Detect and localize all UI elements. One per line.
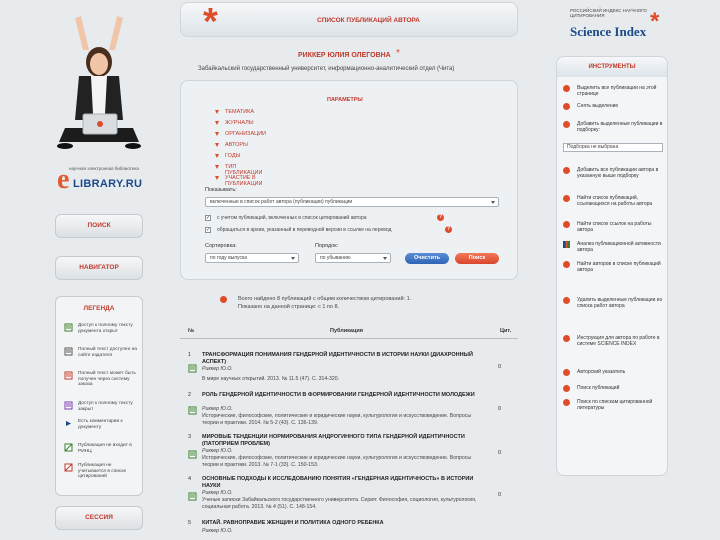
arrow-icon [563, 221, 570, 228]
legend-item-label: Полный текст может быть получен через систему заказа [78, 371, 136, 388]
arrow-icon [563, 103, 570, 110]
no-citation-icon [64, 463, 73, 472]
sort-label: Сортировка: [205, 243, 237, 249]
legend-title: ЛЕГЕНДА [83, 305, 115, 312]
citation-count[interactable]: 0 [498, 450, 502, 456]
citation-count[interactable]: 0 [498, 406, 502, 412]
science-index-title: Science Index [570, 24, 647, 39]
open-document-icon [64, 323, 73, 332]
science-index-logo[interactable] [556, 4, 668, 44]
triangle-down-icon [215, 165, 219, 169]
order-document-icon [64, 371, 73, 380]
legend-item-label: Публикация не входит в РИНЦ [78, 443, 132, 454]
triangle-down-icon [215, 121, 219, 125]
chevron-down-icon [291, 257, 295, 260]
chevron-down-icon [383, 257, 387, 260]
legend-item-label: Полный текст доступен на сайте издателя [78, 347, 137, 358]
checkbox-citations[interactable]: ✓ [206, 215, 211, 221]
citation-count[interactable]: 0 [498, 364, 502, 370]
triangle-down-icon [215, 143, 219, 147]
publication-title[interactable]: КИТАЙ. РАВНОПРАВИЕ ЖЕНЩИН И ПОЛИТИКА ОДНОГО РЕБЕНКА [202, 520, 384, 526]
page-banner [180, 1, 518, 43]
publication-author[interactable]: Риккер Ю.О. [202, 406, 233, 412]
arrow-icon [563, 167, 570, 174]
sort-select[interactable]: по году выпуска [205, 253, 299, 263]
open-document-icon[interactable] [188, 492, 197, 501]
author-organization[interactable]: Забайкальский государственный университет, информационно-аналитический отдел (Чита) [198, 66, 455, 72]
tools-panel: ИНСТРУМЕНТЫ Выделить все публикации на этой странице Снять выделение Добавить выделенные публикации в подборку: Подборка не выбрана Добавить все публикации автора в указанную выше подборку Найти список публикаций, ссылающихся на работы автора Найти список ссылок на работы автора Анализ публикационной активности автора Найти авторов в списке публикаций автора Удалить выделенные публикации из списка работ автора Инструкция для автора по работе в системе SCIENCE INDEX Авторский указатель Поиск публикаций Поиск по спискам цитированной литературы [556, 56, 668, 476]
order-label: Порядок: [315, 243, 339, 249]
arrow-icon [563, 85, 570, 92]
info-icon [220, 296, 227, 303]
publication-author[interactable]: Риккер Ю.О. [202, 490, 233, 496]
minus-icon [563, 297, 570, 304]
center-column: * СПИСОК ПУБЛИКАЦИЙ АВТОРА РИККЕР ЮЛИЯ ОЛЕГОВНА * Забайкальский государственный университет, информационно-аналитический отдел (Чита) ПАРАМЕТРЫ ТЕМАТИКА ЖУРНАЛЫ ОРГАНИЗАЦИИ АВТОРЫ ГОДЫ ТИП ПУБЛИКАЦИИ УЧАСТИЕ В ПУБЛИКАЦИИ Показывать: включенные в список работ автора (публикации) публикации ✓ с учетом публикаций, включенных в список цитирований автора ? ✓ обращаться в архив, указанный в переводной версии в ссылке на перевод ? Сортировка: по году выпуска Порядок: по убыванию Очистить Поиск Всего найдено 8 публикаций с общим количеством цитирований: 1. Показано на данной странице: с 1 по 8. № Публикация Цит. 1 ТРАНСФОРМАЦИЯ ПОНИМАНИЯ ГЕНДЕРНОЙ ИДЕНТИЧНОСТИ В ИСТОРИИ НАУКИ (ДИАХРОННЫЙ АСПЕКТ) Риккер Ю.О. В мире научных открытий. 2013. № 11.5 (47). С. 314-320. 0 2 РОЛЬ ГЕНДЕРНОЙ ИДЕНТИЧНОСТИ В ФОРМИРОВАНИИ ГЕНДЕРНОЙ ИДЕНТИЧНОСТИ МОЛОДЕЖИ Риккер Ю.О. Исторические, философские, политические и юридические науки, культурология и искусствоведение. Вопросы теории и практики. 2014. № 5-2 (43). С. 136-139. 0 3 МИРОВЫЕ ТЕНДЕНЦИИ НОРМИРОВАНИЯ АНДРОГИННОГО ТИПА ГЕНДЕРНОЙ ИДЕНТИЧНОСТИ (ПАТОПРИЕМ ПРОБЛЕМ) Риккер Ю.О. Исторические, философские, политические и юридические науки, культурология и искусствоведение. Вопросы теории и практики. 2013. № 7-1 (33). С. 150-153. 0 4 ОСНОВНЫЕ ПОДХОДЫ К ИССЛЕДОВАНИЮ ПОНЯТИЯ «ГЕНДЕРНАЯ ИДЕНТИЧНОСТЬ» В ИСТОРИИ НАУКИ Риккер Ю.О. Ученые записки Забайкальского государственного университета. Серия: Философия, социология, культурология, социальная работа. 2013. № 4 (51). С. 148-154. 0 5 КИТАЙ. РАВНОПРАВИЕ ЖЕНЩИН И ПОЛИТИКА ОДНОГО РЕБЕНКА Риккер Ю.О. [180, 0, 518, 540]
collection-select[interactable]: Подборка не выбрана [563, 143, 663, 152]
publication-journal[interactable]: Исторические, философские, политические и юридические науки, культурология и искусствоведение. Вопросы теории и практики. 2014. № 5-2 (43). С. 136-139. [202, 413, 472, 426]
triangle-down-icon [215, 132, 219, 136]
arrow-icon [563, 399, 570, 406]
parameters-title: ПАРАМЕТРЫ [327, 97, 363, 103]
publication-title[interactable]: ОСНОВНЫЕ ПОДХОДЫ К ИССЛЕДОВАНИЮ ПОНЯТИЯ «ГЕНДЕРНАЯ ИДЕНТИЧНОСТЬ» В ИСТОРИИ НАУКИ [202, 476, 474, 489]
arrow-icon [563, 195, 570, 202]
publication-journal[interactable]: В мире научных открытий. 2013. № 11.5 (47). С. 314-320. [202, 376, 340, 382]
results-text: Всего найдено 8 публикаций с общим количеством цитирований: 1. Показано на данной странице: с 1 по 8. [238, 296, 412, 310]
page-title: СПИСОК ПУБЛИКАЦИЙ АВТОРА [317, 17, 420, 24]
author-asterisk-icon: * [396, 48, 400, 59]
show-label: Показывать: [205, 187, 237, 193]
triangle-down-icon [215, 154, 219, 158]
right-column [556, 0, 668, 540]
legend-panel [55, 296, 143, 496]
citation-count[interactable]: 0 [498, 492, 502, 498]
col-citations: Цит. [500, 328, 512, 334]
col-publication: Публикация [330, 328, 363, 334]
publication-title[interactable]: РОЛЬ ГЕНДЕРНОЙ ИДЕНТИЧНОСТИ В ФОРМИРОВАНИИ ГЕНДЕРНОЙ ИДЕНТИЧНОСТИ МОЛОДЕЖИ [202, 392, 475, 398]
logo-tagline: научная электронная библиотека [69, 166, 139, 171]
bar-chart-icon [563, 241, 570, 248]
table-header [180, 325, 518, 339]
navigator-button[interactable]: НАВИГАТОР [55, 256, 143, 280]
publication-title[interactable]: МИРОВЫЕ ТЕНДЕНЦИИ НОРМИРОВАНИЯ АНДРОГИННОГО ТИПА ГЕНДЕРНОЙ ИДЕНТИЧНОСТИ (ПАТОПРИЕМ ПРОБЛЕМ) [202, 434, 465, 447]
publication-title[interactable]: ТРАНСФОРМАЦИЯ ПОНИМАНИЯ ГЕНДЕРНОЙ ИДЕНТИЧНОСТИ В ИСТОРИИ НАУКИ (ДИАХРОННЫЙ АСПЕКТ) [202, 352, 473, 365]
help-icon[interactable]: ? [438, 214, 443, 220]
publication-author[interactable]: Риккер Ю.О. [202, 528, 233, 534]
legend-item-label: Есть комментарии к документу [78, 419, 123, 430]
arrow-icon [563, 369, 570, 376]
hero-illustration [55, 10, 143, 160]
non-rinc-icon [64, 443, 73, 452]
elibrary-logo[interactable] [57, 160, 143, 196]
checkbox-citations-label: с учетом публикаций, включенных в список цитирований автора [217, 215, 367, 221]
arrow-icon [563, 335, 570, 342]
closed-document-icon [64, 401, 73, 410]
parameters-panel: ПАРАМЕТРЫ ТЕМАТИКА ЖУРНАЛЫ ОРГАНИЗАЦИИ АВТОРЫ ГОДЫ ТИП ПУБЛИКАЦИИ УЧАСТИЕ В ПУБЛИКАЦИИ Показывать: включенные в список работ автора (публикации) публикации ✓ с учетом публикаций, включенных в список цитирований автора ? ✓ обращаться в архив, указанный в переводной версии в ссылке на перевод ? Сортировка: по году выпуска Порядок: по убыванию Очистить Поиск [180, 80, 518, 280]
asterisk-icon: * [203, 1, 218, 43]
legend-item-label: Доступ к полному тексту документа открыт [78, 323, 133, 334]
help-icon[interactable]: ? [446, 226, 451, 232]
legend-item-label: Публикация не учитывается в списке цитирований [78, 463, 127, 480]
arrow-icon [563, 261, 570, 268]
publication-author[interactable]: Риккер Ю.О. [202, 448, 233, 454]
publication-journal[interactable]: Ученые записки Забайкальского государственного университета. Серия: Философия, социология, культурология, социальная работа. 2013. № 4 (51). С. 148-154. [202, 497, 477, 510]
comment-icon [64, 419, 73, 428]
open-document-icon[interactable] [188, 406, 197, 415]
left-column [55, 0, 143, 540]
science-index-tagline: РОССИЙСКИЙ ИНДЕКС НАУЧНОГО ЦИТИРОВАНИЯ [570, 8, 647, 18]
search-submit-button[interactable]: Поиск [455, 253, 499, 264]
clear-button[interactable]: Очистить [405, 253, 449, 264]
session-button[interactable]: СЕССИЯ [55, 506, 143, 530]
show-select[interactable]: включенные в список работ автора (публикации) публикации [205, 197, 499, 207]
open-document-icon[interactable] [188, 450, 197, 459]
logo-e-glyph: e [57, 164, 70, 195]
tools-title: ИНСТРУМЕНТЫ [557, 57, 667, 77]
author-name[interactable]: РИККЕР ЮЛИЯ ОЛЕГОВНА [298, 52, 391, 59]
arrow-icon [563, 385, 570, 392]
checkbox-archive[interactable]: ✓ [206, 227, 211, 233]
triangle-down-icon [215, 176, 219, 180]
col-num: № [188, 328, 195, 334]
search-button[interactable]: ПОИСК [55, 214, 143, 238]
publisher-document-icon [64, 347, 73, 356]
publication-journal[interactable]: Исторические, философские, политические и юридические науки, культурология и искусствоведение. Вопросы теории и практики. 2013. № 7-1 (33). С. 150-153. [202, 455, 472, 468]
order-select[interactable]: по убыванию [315, 253, 391, 263]
asterisk-icon: * [650, 8, 660, 35]
triangle-down-icon [215, 110, 219, 114]
publication-author[interactable]: Риккер Ю.О. [202, 366, 233, 372]
open-document-icon[interactable] [188, 364, 197, 373]
chevron-down-icon [491, 201, 495, 204]
arrow-icon [563, 121, 570, 128]
checkbox-archive-label: обращаться в архив, указанный в переводной версии в ссылке на перевод [217, 227, 392, 233]
logo-brand: LIBRARY.RU [73, 178, 143, 190]
legend-item-label: Доступ к полному тексту закрыт [78, 401, 133, 412]
